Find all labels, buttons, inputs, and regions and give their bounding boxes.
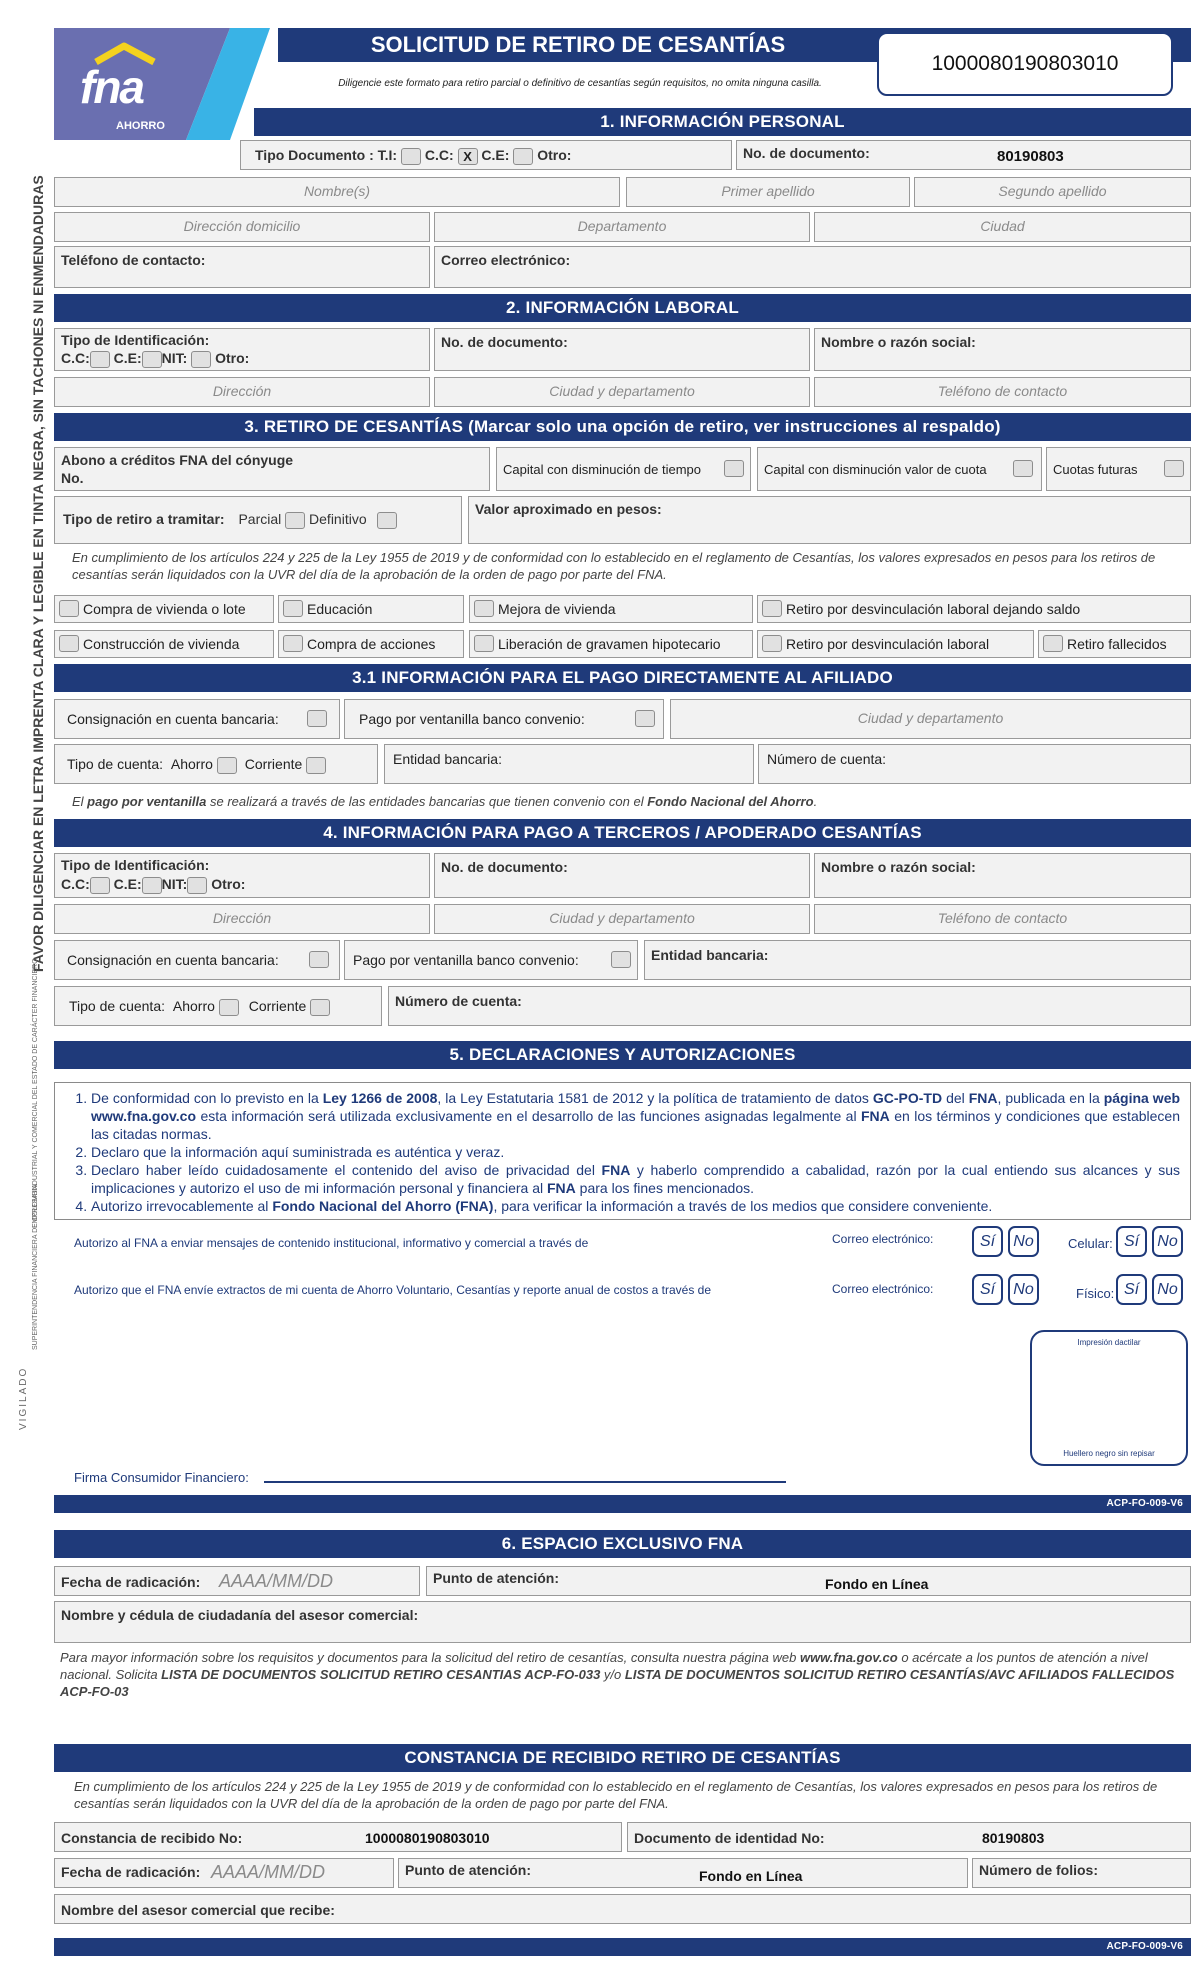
s31-tipo-cuenta-row — [67, 756, 326, 774]
nombres-field[interactable] — [54, 177, 620, 207]
departamento-placeholder: Departamento — [577, 218, 667, 234]
abono-field[interactable] — [54, 447, 490, 491]
d1-d: GC-PO-TD — [872, 1090, 943, 1106]
constancia-fecha-field[interactable] — [54, 1858, 394, 1888]
direccion-field[interactable] — [54, 212, 430, 242]
telefono-field[interactable] — [54, 246, 430, 288]
s4-tipo-cuenta-field — [54, 986, 382, 1026]
section-31-title: 3.1 INFORMACIÓN PARA EL PAGO DIRECTAMENTE AL AFILIADO — [352, 668, 893, 687]
constancia-folios-field[interactable] — [972, 1858, 1191, 1888]
s31-consignacion-checkbox[interactable] — [307, 710, 327, 727]
d3-e: para los fines mencionados. — [575, 1180, 754, 1196]
auth2-fisico-label: Físico: — [1076, 1286, 1115, 1301]
tipo-documento-field — [240, 140, 732, 170]
constancia-doc-label: Documento de identidad No: — [634, 1830, 825, 1846]
s31-entidad-label: Entidad bancaria: — [393, 751, 502, 767]
ce-label: C.E: — [481, 147, 510, 163]
primer-apellido-field[interactable] — [626, 177, 910, 207]
s4-telefono-field[interactable] — [814, 904, 1191, 934]
opt-fallecidos[interactable] — [1038, 630, 1191, 658]
s6-punto-label: Punto de atención: — [433, 1570, 559, 1586]
s6-fecha-field[interactable] — [54, 1566, 420, 1596]
primer-apellido-placeholder: Primer apellido — [721, 183, 815, 199]
auth2-fisico-no[interactable]: No — [1152, 1274, 1183, 1305]
footer-code-2: ACP-FO-009-V6 — [1106, 1941, 1183, 1952]
s2-direccion-placeholder: Dirección — [212, 383, 272, 399]
s4-ahorro-label: Ahorro — [172, 998, 215, 1014]
d1-i: esta información será utilizada exclusivamente en el desarrollo de las funciones asignadas legalmente al — [196, 1108, 861, 1124]
fna-logo — [54, 28, 270, 140]
vigilado-label: VIGILADO — [18, 1366, 29, 1430]
parcial-label: Parcial — [238, 511, 282, 527]
declaraciones-box — [54, 1082, 1191, 1220]
constancia-no-label: Constancia de recibido No: — [61, 1830, 243, 1846]
opt-construccion-label: Construcción de vivienda — [83, 636, 240, 652]
s4-ciudad-placeholder: Ciudad y departamento — [549, 910, 695, 926]
constancia-fecha-label: Fecha de radicación: — [61, 1864, 201, 1880]
s4-nit-label: NIT: — [161, 876, 188, 892]
s4-direccion-placeholder: Dirección — [212, 910, 272, 926]
s2-ciudad-placeholder: Ciudad y departamento — [549, 383, 695, 399]
s31-nota-b1: pago por ventanilla — [87, 794, 207, 809]
section-3-title-bold: 3. RETIRO DE CESANTÍAS — [244, 417, 464, 436]
s4-ahorro-checkbox[interactable] — [219, 999, 239, 1016]
cap-tiempo-label: Capital con disminución de tiempo — [503, 462, 701, 477]
constancia-title: CONSTANCIA DE RECIBIDO RETIRO DE CESANTÍAS — [404, 1748, 841, 1767]
s6-info — [60, 1649, 1186, 1700]
s6-asesor-field[interactable] — [54, 1601, 1191, 1643]
cap-tiempo-checkbox[interactable] — [724, 460, 744, 477]
section-1-header — [254, 108, 1191, 136]
s31-nota — [72, 793, 1182, 810]
opt-desvinculacion-saldo-label: Retiro por desvinculación laboral dejando saldo — [786, 601, 1081, 617]
opt-liberacion-checkbox[interactable] — [474, 635, 494, 652]
opt-compra-acciones-label: Compra de acciones — [307, 636, 436, 652]
huella-bottom-label: Huellero negro sin repisar — [1063, 1449, 1155, 1458]
footer-bar-1 — [54, 1495, 1191, 1513]
constancia-nota: En cumplimiento de los artículos 224 y 225 de la Ley 1955 de 2019 y de conformidad con lo establecido en el reglamento de Cesantías, los valores expresados en pesos para los retiros de cesantías serán liquidados con la UVR del día de la aprobación de la orden de pago por parte del FNA. — [74, 1779, 1158, 1811]
s4-ventanilla-field — [344, 940, 638, 980]
s4-direccion-field[interactable] — [54, 904, 430, 934]
vigilado-sfc: SUPERINTENDENCIA FINANCIERA DE COLOMBIA — [32, 1184, 39, 1350]
s2-no-doc-field[interactable] — [434, 328, 810, 371]
s4-cc-label: C.C: — [61, 876, 90, 892]
side-instructions — [30, 142, 48, 972]
s4-tipo-id-label: Tipo de Identificación: — [61, 857, 210, 873]
auth1-celular-si[interactable]: Sí — [1116, 1226, 1147, 1257]
s31-corriente-checkbox[interactable] — [306, 757, 326, 774]
s4-no-doc-label: No. de documento: — [441, 859, 568, 875]
s31-corriente-label: Corriente — [244, 756, 303, 772]
constancia-fecha-placeholder: AAAA/MM/DD — [211, 1862, 326, 1882]
s31-ciudad-field[interactable] — [670, 699, 1191, 739]
section-6-title: 6. ESPACIO EXCLUSIVO FNA — [501, 1534, 744, 1553]
s4-nit-checkbox[interactable] — [187, 877, 207, 894]
s6-info-a: Para mayor información sobre los requisitos y documentos para la solicitud del retiro de cesantías, consulta nuestra página web — [60, 1650, 800, 1665]
opt-educacion[interactable] — [278, 595, 464, 623]
s31-entidad-field[interactable] — [384, 744, 754, 784]
radicado-box — [877, 32, 1173, 96]
s2-tipo-id-field — [54, 328, 430, 371]
d1-h: página web www.fna.gov.co — [91, 1090, 1181, 1124]
autorizacion-2: Autorizo que el FNA envíe extractos de mi cuenta de Ahorro Voluntario, Cesantías y reporte anual de costos a través de — [74, 1283, 712, 1297]
s6-info-b: www.fna.gov.co — [799, 1650, 898, 1665]
section-2-header — [54, 294, 1191, 322]
opt-desvinculacion-checkbox[interactable] — [762, 635, 782, 652]
d1-k: en los términos y condiciones que establecen las citadas normas. — [91, 1108, 1180, 1142]
ciudad-placeholder: Ciudad — [980, 218, 1025, 234]
subtitle: Diligencie este formato para retiro parcial o definitivo de cesantías según requisitos, no omita ninguna casilla. — [338, 78, 822, 89]
cap-cuota-option[interactable] — [757, 447, 1042, 491]
s2-otro-label: Otro: — [215, 350, 250, 366]
cuotas-label: Cuotas futuras — [1053, 462, 1138, 477]
s31-ahorro-checkbox[interactable] — [217, 757, 237, 774]
firma-label: Firma Consumidor Financiero: — [74, 1470, 249, 1485]
s4-corriente-checkbox[interactable] — [310, 999, 330, 1016]
cc-checkbox[interactable]: X — [458, 148, 478, 165]
s2-cc-checkbox[interactable] — [90, 351, 110, 368]
s2-razon-label: Nombre o razón social: — [821, 334, 976, 350]
s4-tipo-cuenta-row — [69, 998, 330, 1016]
opt-mejora-vivienda-checkbox[interactable] — [474, 600, 494, 617]
constancia-doc-field[interactable] — [627, 1822, 1191, 1852]
d4-a: Autorizo irrevocablemente al — [91, 1198, 273, 1214]
telefono-label: Teléfono de contacto: — [61, 252, 206, 268]
section-5-title: 5. DECLARACIONES Y AUTORIZACIONES — [449, 1045, 796, 1064]
footer-code-1: ACP-FO-009-V6 — [1106, 1498, 1183, 1509]
d1-e: del — [942, 1090, 969, 1106]
auth2-correo-si[interactable]: Sí — [972, 1274, 1003, 1305]
segundo-apellido-field[interactable] — [914, 177, 1191, 207]
abono-label: Abono a créditos FNA del cónyuge — [61, 452, 294, 468]
firma-line[interactable] — [264, 1481, 786, 1483]
section-4-title: 4. INFORMACIÓN PARA PAGO A TERCEROS / APODERADO CESANTÍAS — [323, 823, 922, 842]
s4-numero-label: Número de cuenta: — [395, 993, 522, 1009]
s6-info-d: LISTA DE DOCUMENTOS SOLICITUD RETIRO CESANTIAS ACP-FO-033 — [161, 1667, 601, 1682]
page-title: SOLICITUD DE RETIRO DE CESANTÍAS — [370, 32, 786, 57]
parcial-checkbox[interactable] — [285, 512, 305, 529]
s31-ventanilla-label: Pago por ventanilla banco convenio: — [359, 711, 585, 727]
d1-a: De conformidad con lo previsto en la — [91, 1090, 323, 1106]
auth2-correo-no[interactable]: No — [1008, 1274, 1039, 1305]
direccion-placeholder: Dirección domicilio — [183, 218, 301, 234]
s2-tipo-id-options — [61, 350, 249, 368]
opt-compra-vivienda[interactable] — [54, 595, 274, 623]
s4-cc-checkbox[interactable] — [90, 877, 110, 894]
d1-c: , la Ley Estatutaria 1581 de 2012 y la política de tratamiento de datos — [437, 1090, 873, 1106]
s3-nota: En cumplimiento de los artículos 224 y 225 de la Ley 1955 de 2019 y de conformidad con lo establecido en el reglamento de Cesantías, los valores expresados en pesos para los retiros de cesantías serán liquidados con la UVR del día de la aprobación de la orden de pago por parte del FNA. — [72, 550, 1156, 582]
s31-tipo-cuenta-label: Tipo de cuenta: — [67, 756, 163, 772]
s4-tipo-id-field — [54, 853, 430, 898]
auth1-correo-label: Correo electrónico: — [832, 1232, 934, 1246]
s6-punto-field[interactable] — [426, 1566, 1191, 1596]
d3-a: Declaro haber leído cuidadosamente el contenido del aviso de privacidad del — [91, 1162, 602, 1178]
constancia-folios-label: Número de folios: — [979, 1862, 1099, 1878]
opt-compra-vivienda-label: Compra de vivienda o lote — [83, 601, 246, 617]
side-instructions-text: FAVOR DILIGENCIAR EN LETRA IMPRENTA CLARA Y LEGIBLE EN TINTA NEGRA, SIN TACHONES NI ENMENDADURAS — [30, 175, 46, 972]
abono-no-label: No. — [61, 470, 84, 486]
tipo-documento-row — [255, 147, 571, 165]
s4-corriente-label: Corriente — [248, 998, 307, 1014]
section-6-header — [54, 1530, 1191, 1558]
declaracion-2: 2. Declaro que la información aquí suministrada es auténtica y veraz. — [91, 1143, 1180, 1161]
s2-tipo-id-label: Tipo de Identificación: — [61, 332, 210, 348]
auth2-fisico-si[interactable]: Sí — [1116, 1274, 1147, 1305]
correo-field[interactable] — [434, 246, 1191, 288]
footer-bar-2 — [54, 1938, 1191, 1956]
d1-b: Ley 1266 de 2008 — [322, 1090, 438, 1106]
ti-label: Tipo Documento : T.I: — [255, 147, 398, 163]
s6-asesor-label: Nombre y cédula de ciudadanía del asesor comercial: — [61, 1607, 419, 1623]
d3-d: FNA — [547, 1180, 576, 1196]
constancia-asesor-label: Nombre del asesor comercial que recibe: — [61, 1902, 335, 1918]
tipo-retiro-label: Tipo de retiro a tramitar: — [63, 511, 225, 527]
s31-nota-3: . — [813, 794, 818, 809]
ti-checkbox[interactable] — [401, 148, 421, 165]
auth2-correo-label: Correo electrónico: — [832, 1282, 934, 1296]
opt-mejora-vivienda-label: Mejora de vivienda — [498, 601, 616, 617]
d3-c: y haberlo comprendido a cabalidad, razón por la cual entiendo sus alcances y sus implicaciones y autorizo el uso de mi información personal y financiera al — [91, 1162, 1180, 1196]
s2-ce-label: C.E: — [113, 350, 142, 366]
auth1-correo-no[interactable]: No — [1008, 1226, 1039, 1257]
s4-ventanilla-checkbox[interactable] — [611, 951, 631, 968]
title-banner — [278, 28, 878, 62]
section-1-title: 1. INFORMACIÓN PERSONAL — [600, 112, 845, 131]
s31-consignacion-label: Consignación en cuenta bancaria: — [67, 711, 279, 727]
valor-label: Valor aproximado en pesos: — [475, 501, 662, 517]
s6-punto-value: Fondo en Línea — [825, 1576, 929, 1592]
s31-ahorro-label: Ahorro — [170, 756, 213, 772]
opt-desvinculacion-saldo[interactable] — [757, 595, 1191, 623]
s4-telefono-placeholder: Teléfono de contacto — [937, 910, 1068, 926]
nombres-placeholder: Nombre(s) — [303, 183, 371, 199]
s2-telefono-placeholder: Teléfono de contacto — [937, 383, 1068, 399]
opt-fallecidos-label: Retiro fallecidos — [1067, 636, 1167, 652]
s4-otro-label: Otro: — [211, 876, 246, 892]
definitivo-label: Definitivo — [309, 511, 367, 527]
autorizacion-1: Autorizo al FNA a enviar mensajes de contenido institucional, informativo y comercial a través de — [74, 1236, 589, 1250]
opt-fallecidos-checkbox[interactable] — [1043, 635, 1063, 652]
s4-entidad-label: Entidad bancaria: — [651, 947, 769, 963]
declaraciones-list — [91, 1089, 1180, 1215]
no-documento-label: No. de documento: — [743, 145, 870, 161]
opt-mejora-vivienda[interactable] — [469, 595, 753, 623]
opt-desvinculacion-label: Retiro por desvinculación laboral — [786, 636, 990, 652]
s31-nota-b2: Fondo Nacional del Ahorro — [647, 794, 814, 809]
d4-c: , para verificar la información a través de los medios que considere conveniente. — [493, 1198, 993, 1214]
s4-razon-label: Nombre o razón social: — [821, 859, 976, 875]
opt-compra-acciones-checkbox[interactable] — [283, 635, 303, 652]
valor-field[interactable] — [468, 496, 1191, 544]
cuotas-checkbox[interactable] — [1164, 460, 1184, 477]
s4-consignacion-field — [54, 940, 340, 980]
opt-compra-acciones[interactable] — [278, 630, 464, 658]
definitivo-checkbox[interactable] — [377, 512, 397, 529]
d3-b: FNA — [601, 1162, 631, 1178]
s4-razon-field[interactable] — [814, 853, 1191, 898]
huella-box[interactable] — [1030, 1330, 1188, 1466]
no-documento-field[interactable] — [736, 140, 1191, 170]
opt-desvinculacion[interactable] — [757, 630, 1034, 658]
s4-tipo-id-options — [61, 876, 245, 894]
s31-numero-field[interactable] — [758, 744, 1191, 784]
section-2-title: 2. INFORMACIÓN LABORAL — [506, 298, 739, 317]
s6-fecha-placeholder: AAAA/MM/DD — [219, 1571, 334, 1591]
constancia-no-value: 1000080190803010 — [365, 1830, 490, 1846]
constancia-doc-value: 80190803 — [982, 1830, 1045, 1846]
constancia-punto-label: Punto de atención: — [405, 1862, 531, 1878]
s31-ventanilla-checkbox[interactable] — [635, 710, 655, 727]
s4-ciudad-field[interactable] — [434, 904, 810, 934]
s2-nit-label: NIT: — [161, 350, 188, 366]
otro-label: Otro: — [537, 147, 572, 163]
opt-liberacion-label: Liberación de gravamen hipotecario — [498, 636, 721, 652]
tipo-retiro-field — [54, 496, 462, 544]
opt-construccion[interactable] — [54, 630, 274, 658]
opt-liberacion[interactable] — [469, 630, 753, 658]
s31-ciudad-placeholder: Ciudad y departamento — [857, 710, 1004, 726]
auth1-celular-label: Celular: — [1068, 1236, 1113, 1251]
s2-razon-field[interactable] — [814, 328, 1191, 371]
vigilado-empresa: EMPRESA INDUSTRIAL Y COMERCIAL DEL ESTADO DE CARÁCTER FINANCIERO — [32, 958, 39, 1228]
s4-consignacion-label: Consignación en cuenta bancaria: — [67, 952, 279, 968]
declaracion-3 — [91, 1161, 1180, 1197]
opt-construccion-checkbox[interactable] — [59, 635, 79, 652]
constancia-no-field[interactable] — [54, 1822, 622, 1852]
constancia-punto-value: Fondo en Línea — [699, 1868, 803, 1884]
declaracion-1 — [91, 1089, 1180, 1143]
s4-consignacion-checkbox[interactable] — [309, 951, 329, 968]
section-4-header — [54, 819, 1191, 847]
cap-cuota-checkbox[interactable] — [1013, 460, 1033, 477]
s6-info-e: y/o — [600, 1667, 625, 1682]
s4-ce-checkbox[interactable] — [142, 877, 162, 894]
section-31-header — [54, 664, 1191, 692]
declaracion-4 — [91, 1197, 1180, 1215]
no-documento-value: 80190803 — [997, 148, 1064, 165]
s2-nit-checkbox[interactable] — [191, 351, 211, 368]
opt-compra-vivienda-checkbox[interactable] — [59, 600, 79, 617]
segundo-apellido-placeholder: Segundo apellido — [998, 183, 1107, 199]
radicado-number: 1000080190803010 — [931, 52, 1119, 75]
s31-consignacion-row — [67, 711, 279, 727]
s2-cc-label: C.C: — [61, 350, 90, 366]
cc-label: C.C: — [424, 147, 454, 163]
s2-no-doc-label: No. de documento: — [441, 334, 568, 350]
s4-ventanilla-label: Pago por ventanilla banco convenio: — [353, 952, 579, 968]
d1-g: , publicada en la — [997, 1090, 1104, 1106]
section-3-header — [54, 413, 1191, 441]
d1-f: FNA — [968, 1090, 998, 1106]
s31-nota-2: se realizará a través de las entidades bancarias que tienen convenio con el — [206, 794, 648, 809]
s2-ce-checkbox[interactable] — [142, 351, 162, 368]
s4-entidad-field[interactable] — [644, 940, 1191, 980]
s31-nota-1: El — [72, 794, 88, 809]
ciudad-field[interactable] — [814, 212, 1191, 242]
tipo-retiro-row — [63, 511, 397, 529]
s6-info-c: o acércate a los puntos de atención a nivel nacional. Solicita — [60, 1650, 1148, 1682]
constancia-header — [54, 1744, 1191, 1772]
s31-tipo-cuenta-field — [54, 744, 378, 784]
s4-numero-field[interactable] — [388, 986, 1191, 1026]
cap-tiempo-option[interactable] — [496, 447, 751, 491]
auth1-correo-si[interactable]: Sí — [972, 1226, 1003, 1257]
s2-telefono-field[interactable] — [814, 377, 1191, 407]
d4-b: Fondo Nacional del Ahorro (FNA) — [272, 1198, 494, 1214]
cap-cuota-label: Capital con disminución valor de cuota — [764, 462, 987, 477]
s2-direccion-field[interactable] — [54, 377, 430, 407]
huella-top-label: Impresión dactilar — [1077, 1338, 1141, 1347]
s4-tipo-cuenta-label: Tipo de cuenta: — [69, 998, 165, 1014]
opt-educacion-checkbox[interactable] — [283, 600, 303, 617]
s6-info-f: LISTA DE DOCUMENTOS SOLICITUD RETIRO CESANTÍAS/AVC AFILIADOS FALLECIDOS ACP-FO-03 — [60, 1667, 1175, 1699]
s6-fecha-label: Fecha de radicación: — [61, 1574, 201, 1590]
s31-numero-label: Número de cuenta: — [767, 751, 887, 767]
s31-consignacion-field — [54, 699, 340, 739]
constancia-asesor-field[interactable] — [54, 1894, 1191, 1924]
s4-no-doc-field[interactable] — [434, 853, 810, 898]
section-3-title-rest: (Marcar solo una opción de retiro, ver instrucciones al respaldo) — [463, 417, 1001, 436]
section-5-header — [54, 1041, 1191, 1069]
d1-j: FNA — [861, 1108, 890, 1124]
s2-ciudad-field[interactable] — [434, 377, 810, 407]
ce-checkbox[interactable] — [513, 148, 533, 165]
opt-educacion-label: Educación — [307, 601, 373, 617]
correo-label: Correo electrónico: — [441, 252, 571, 268]
constancia-punto-field[interactable] — [398, 1858, 968, 1888]
departamento-field[interactable] — [434, 212, 810, 242]
s31-ventanilla-field — [344, 699, 664, 739]
logo-subtext: AHORRO — [116, 120, 165, 132]
s4-ce-label: C.E: — [113, 876, 142, 892]
opt-desvinculacion-saldo-checkbox[interactable] — [762, 600, 782, 617]
logo-text: fna — [80, 61, 143, 113]
cuotas-option[interactable] — [1046, 447, 1191, 491]
auth1-celular-no[interactable]: No — [1152, 1226, 1183, 1257]
